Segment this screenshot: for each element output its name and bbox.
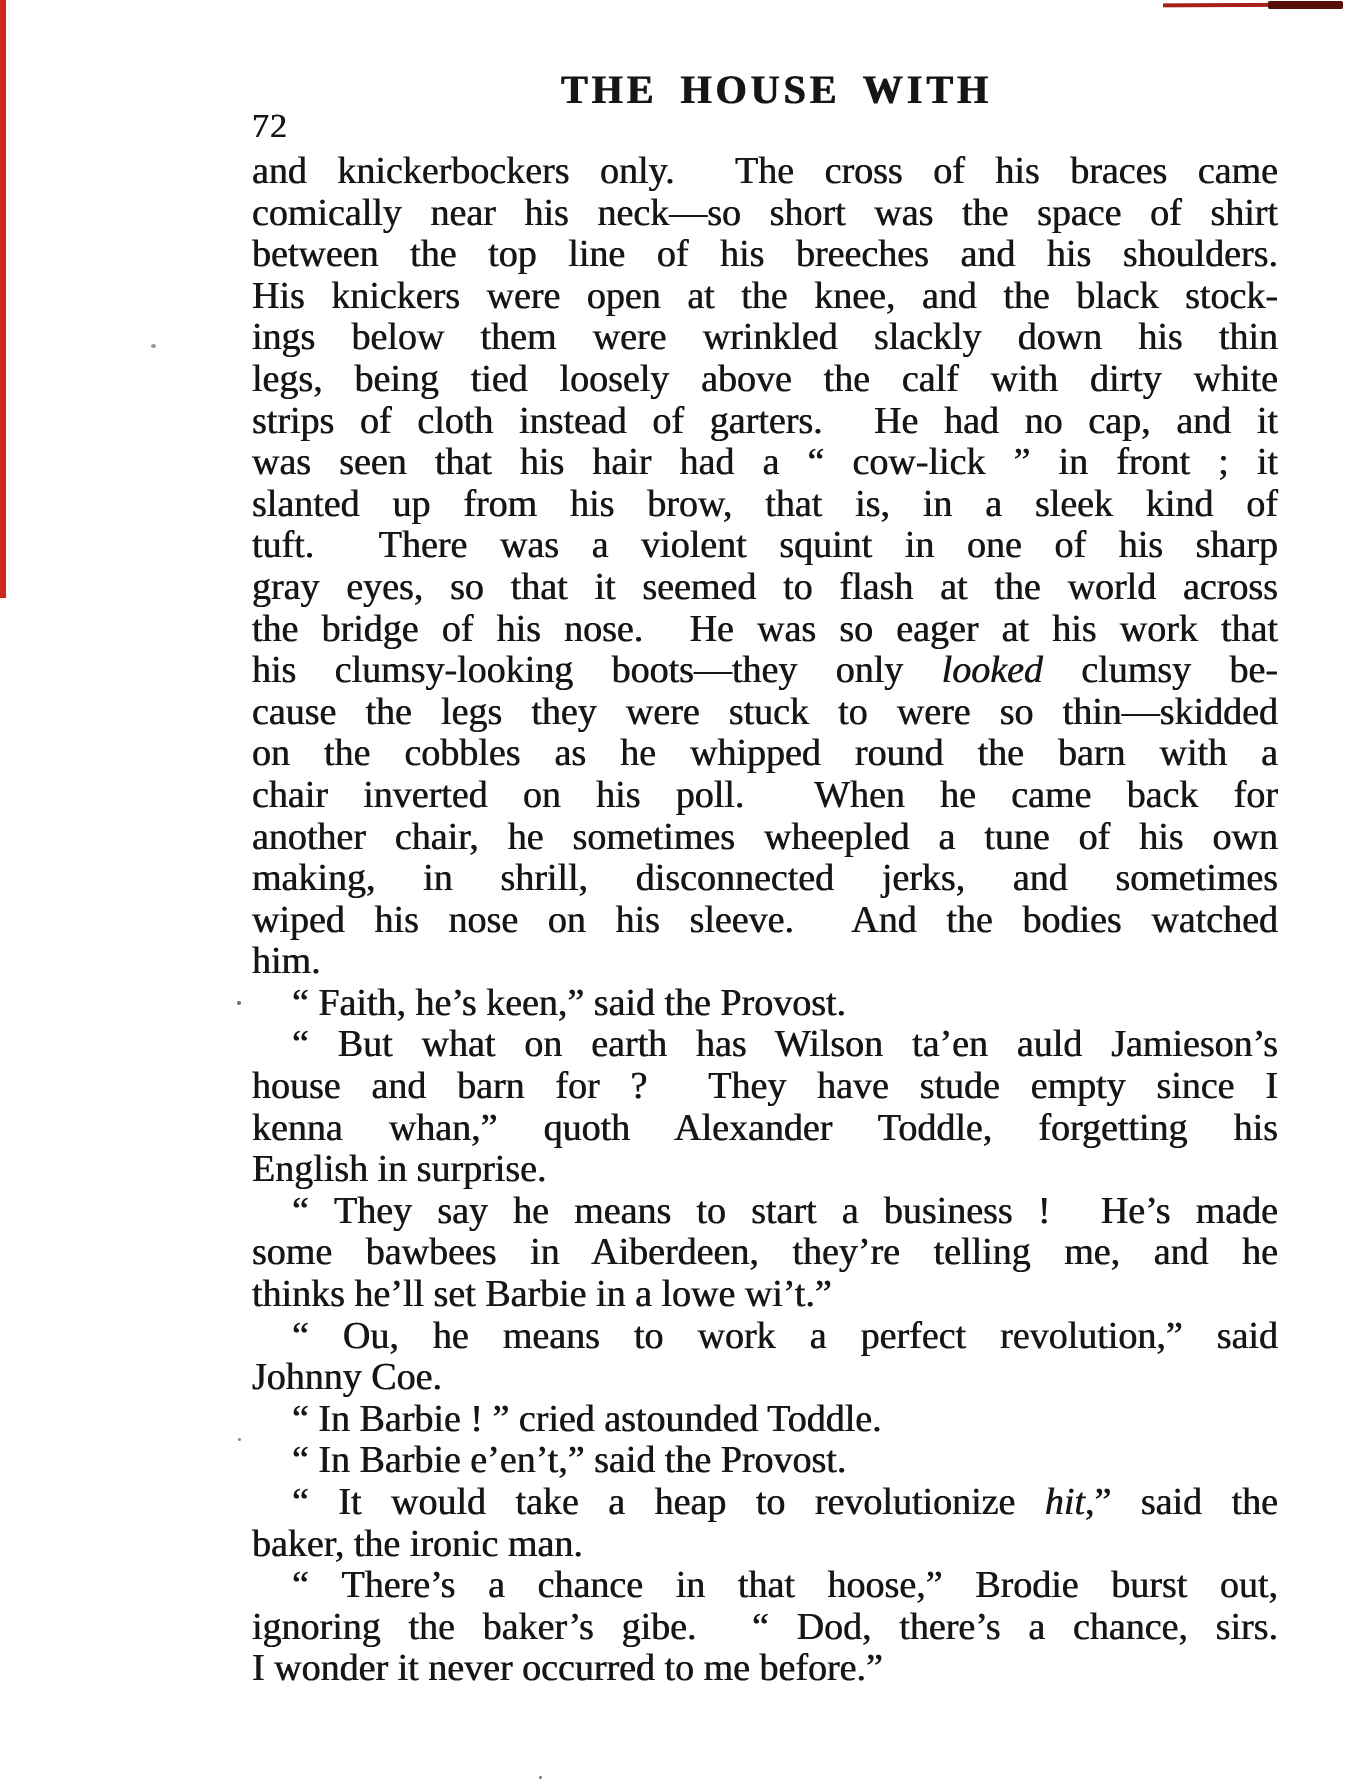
text-line [252,650,1278,692]
text-segment: between the top line of his breeches and his shoulders. [252,233,1278,276]
text-line [252,941,1278,983]
text-line [252,193,1278,235]
text-line [252,1024,1278,1066]
page-number: 72 [252,108,288,145]
text-segment: chair inverted on his poll. When he came back for [252,773,1278,816]
text-line [252,1440,1278,1482]
text-segment: “ It would take a heap to revolutionize [292,1481,1045,1523]
text-segment: some bawbees in Aiberdeen, they’re telling me, and he [252,1231,1278,1274]
text-line [252,401,1278,443]
italic-word: looked [941,649,1043,692]
text-line [252,525,1278,567]
text-segment: ignoring the baker’s gibe. “ Dod, there’s a chance, sirs. [252,1605,1278,1648]
text-segment: him. [252,940,321,983]
text-segment: on the cobbles as he whipped round the barn with a [252,732,1278,775]
text-segment: the bridge of his nose. He was so eager at his work that [252,607,1278,650]
text-line [252,858,1278,900]
scan-speck [151,344,156,348]
text-line [252,983,1278,1025]
text-line [252,1648,1278,1690]
text-segment: wiped his nose on his sleeve. And the bodies watched [252,898,1278,941]
text-segment: strips of cloth instead of garters. He had no cap, and it [252,399,1278,442]
text-segment: ,” said the [1085,1481,1278,1523]
text-line [252,276,1278,318]
text-segment: English in surprise. [252,1148,547,1191]
text-line [252,1274,1278,1316]
text-block [252,151,1278,1690]
text-line [252,1565,1278,1607]
text-line [252,1316,1278,1358]
text-segment: I wonder it never occurred to me before.” [252,1647,883,1690]
text-line [252,1607,1278,1649]
text-segment: baker, the ironic man. [252,1522,583,1565]
text-segment: his clumsy-looking boots—they only [252,649,942,692]
text-line [252,1108,1278,1150]
italic-word: hit [1044,1481,1086,1523]
text-segment: ings below them were wrinkled slackly down his thin [252,316,1278,359]
text-segment: “ They say he means to start a business ! He’s made [292,1189,1278,1232]
text-segment: another chair, he sometimes wheepled a tune of his own [252,815,1278,858]
text-segment: was seen that his hair had a “ cow-lick ” in front ; it [252,441,1278,484]
text-line [252,775,1278,817]
scan-blob-artifact [1268,1,1343,9]
text-line [252,1191,1278,1233]
text-segment: “ In Barbie ! ” cried astounded Toddle. [292,1397,882,1440]
text-line [252,1066,1278,1108]
text-line [252,1482,1278,1524]
text-segment: clumsy be- [1042,649,1278,692]
text-segment: kenna whan,” quoth Alexander Toddle, forgetting his [252,1106,1278,1149]
text-segment: “ Ou, he means to work a perfect revolution,” said [292,1314,1278,1357]
text-line [252,1149,1278,1191]
text-segment: His knickers were open at the knee, and the black stock- [252,274,1278,317]
text-line [252,900,1278,942]
text-segment: slanted up from his brow, that is, in a sleek kind of [252,482,1278,525]
scan-speck [539,1776,542,1779]
text-segment: Johnny Coe. [252,1356,442,1399]
text-segment: “ Faith, he’s keen,” said the Provost. [292,981,847,1024]
text-line [252,359,1278,401]
running-title: THE HOUSE WITH [561,67,993,112]
text-segment: cause the legs they were stuck to were so thin—skidded [252,690,1278,733]
text-segment: making, in shrill, disconnected jerks, and sometimes [252,857,1278,900]
text-line [252,1232,1278,1274]
text-line [252,442,1278,484]
text-line [252,692,1278,734]
text-segment: thinks he’ll set Barbie in a lowe wi’t.” [252,1273,832,1316]
text-line [252,567,1278,609]
text-segment: house and barn for ? They have stude empty since I [252,1065,1278,1108]
red-edge-mark [0,0,6,598]
scan-speck [238,1438,241,1441]
text-line [252,151,1278,193]
text-segment: tuft. There was a violent squint in one of his sharp [252,524,1278,567]
text-segment: legs, being tied loosely above the calf with dirty white [252,357,1278,400]
text-segment: gray eyes, so that it seemed to flash at the world across [252,565,1278,608]
text-line [252,733,1278,775]
text-segment: “ There’s a chance in that hoose,” Brodie burst out, [292,1564,1278,1607]
text-segment: comically near his neck—so short was the space of shirt [252,191,1278,234]
text-segment: “ But what on earth has Wilson ta’en auld Jamieson’s [292,1023,1278,1066]
text-segment: and knickerbockers only. The cross of his braces came [252,150,1278,192]
text-line [252,234,1278,276]
text-line [252,1399,1278,1441]
text-line [252,1524,1278,1566]
text-segment: “ In Barbie e’en’t,” said the Provost. [292,1439,847,1482]
text-line [252,609,1278,651]
text-line [252,484,1278,526]
text-line [252,317,1278,359]
text-line [252,1357,1278,1399]
scan-speck [237,1001,241,1005]
text-line [252,817,1278,859]
